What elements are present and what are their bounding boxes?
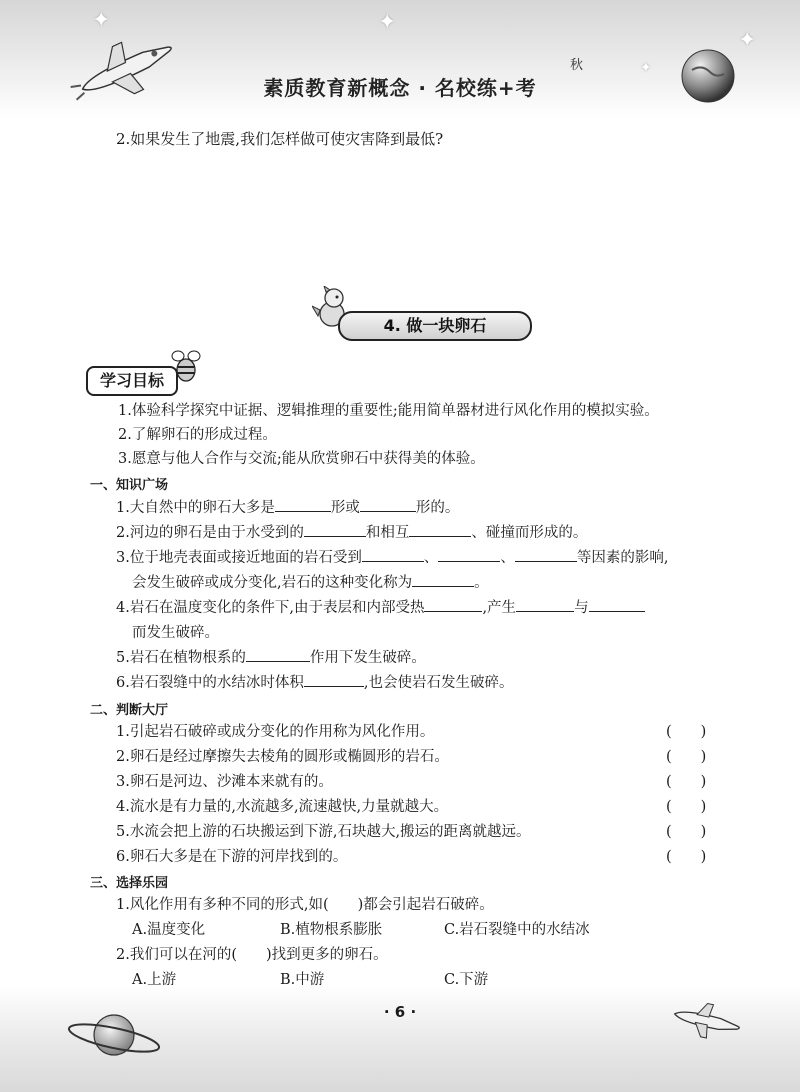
knowledge-item-5: 5.岩石在植物根系的 作用下发生破碎。 <box>116 646 426 667</box>
star-icon: ✦ <box>738 28 757 53</box>
choice-question-1: 1.风化作用有多种不同的形式,如( )都会引起岩石破碎。 <box>116 897 494 913</box>
answer-blank[interactable] <box>438 547 500 562</box>
judge-item: 6.卵石大多是在下游的河岸找到的。 <box>116 849 348 865</box>
choice-option[interactable]: C.岩石裂缝中的水结冰 <box>444 922 590 938</box>
judge-item: 4.流水是有力量的,水流越多,流速越快,力量就越大。 <box>116 799 449 815</box>
answer-blank[interactable] <box>589 597 645 612</box>
answer-blank[interactable] <box>304 522 366 537</box>
choice-option[interactable]: C.下游 <box>444 972 489 988</box>
section-choice-heading: 三、选择乐园 <box>90 876 169 891</box>
answer-blank[interactable] <box>424 597 482 612</box>
choice-option[interactable]: B.植物根系膨胀 <box>280 922 383 938</box>
knowledge-item-2: 2.河边的卵石是由于水受到的 和相互 、碰撞而形成的。 <box>116 521 587 542</box>
answer-blank[interactable] <box>275 497 331 512</box>
knowledge-item-4: 4.岩石在温度变化的条件下,由于表层和内部受热 ,产生 与 <box>116 596 645 617</box>
goal-item: 2.了解卵石的形成过程。 <box>118 427 277 443</box>
star-icon: ✦ <box>378 10 397 35</box>
answer-paren[interactable]: ( ) <box>666 724 707 740</box>
answer-paren[interactable]: ( ) <box>666 774 707 790</box>
answer-paren[interactable]: ( ) <box>666 799 707 815</box>
knowledge-item-3-cont: 会发生破碎或成分变化,岩石的这种变化称为 。 <box>132 571 489 592</box>
knowledge-item-4-cont: 而发生破碎。 <box>132 625 219 641</box>
answer-blank[interactable] <box>412 572 474 587</box>
answer-blank[interactable] <box>304 672 364 687</box>
knowledge-item-1: 1.大自然中的卵石大多是 形或 形的。 <box>116 496 459 517</box>
choice-option[interactable]: A.上游 <box>132 972 177 988</box>
judge-item: 3.卵石是河边、沙滩本来就有的。 <box>116 774 333 790</box>
page-header-title: 素质教育新概念 · 名校练+考 <box>263 76 537 100</box>
section-knowledge-heading: 一、知识广场 <box>90 478 169 493</box>
section-judge-heading: 二、判断大厅 <box>90 703 169 718</box>
answer-blank[interactable] <box>409 522 471 537</box>
knowledge-item-3: 3.位于地壳表面或接近地面的岩石受到 、 、 等因素的影响, <box>116 546 668 567</box>
judge-item: 1.引起岩石破碎或成分变化的作用称为风化作用。 <box>116 724 435 740</box>
lesson-title: 4. 做一块卵石 <box>338 311 532 341</box>
star-icon: ✦ <box>92 8 111 33</box>
answer-paren[interactable]: ( ) <box>666 849 707 865</box>
choice-question-2: 2.我们可以在河的( )找到更多的卵石。 <box>116 947 388 963</box>
goal-item: 3.愿意与他人合作与交流;能从欣赏卵石中获得美的体验。 <box>118 451 485 467</box>
judge-item: 2.卵石是经过摩擦失去棱角的圆形或椭圆形的岩石。 <box>116 749 449 765</box>
choice-option[interactable]: A.温度变化 <box>132 922 206 938</box>
answer-blank[interactable] <box>360 497 416 512</box>
answer-blank[interactable] <box>246 647 310 662</box>
goal-item: 1.体验科学探究中证据、逻辑推理的重要性;能用简单器材进行风化作用的模拟实验。 <box>118 403 659 419</box>
season-label: 秋 <box>570 58 584 73</box>
answer-paren[interactable]: ( ) <box>666 749 707 765</box>
answer-paren[interactable]: ( ) <box>666 824 707 840</box>
page-number: · 6 · <box>383 1003 417 1021</box>
star-icon: ✦ <box>640 60 652 76</box>
knowledge-item-6: 6.岩石裂缝中的水结冰时体积 ,也会使岩石发生破碎。 <box>116 671 513 692</box>
choice-option[interactable]: B.中游 <box>280 972 325 988</box>
learning-goals-badge: 学习目标 <box>86 366 178 396</box>
space-shuttle-icon <box>668 996 748 1046</box>
answer-blank[interactable] <box>515 547 577 562</box>
saturn-icon <box>64 1000 164 1070</box>
answer-blank[interactable] <box>516 597 574 612</box>
judge-item: 5.水流会把上游的石块搬运到下游,石块越大,搬运的距离就越远。 <box>116 824 531 840</box>
question-2: 2.如果发生了地震,我们怎样做可使灾害降到最低? <box>116 130 444 148</box>
answer-blank[interactable] <box>362 547 424 562</box>
